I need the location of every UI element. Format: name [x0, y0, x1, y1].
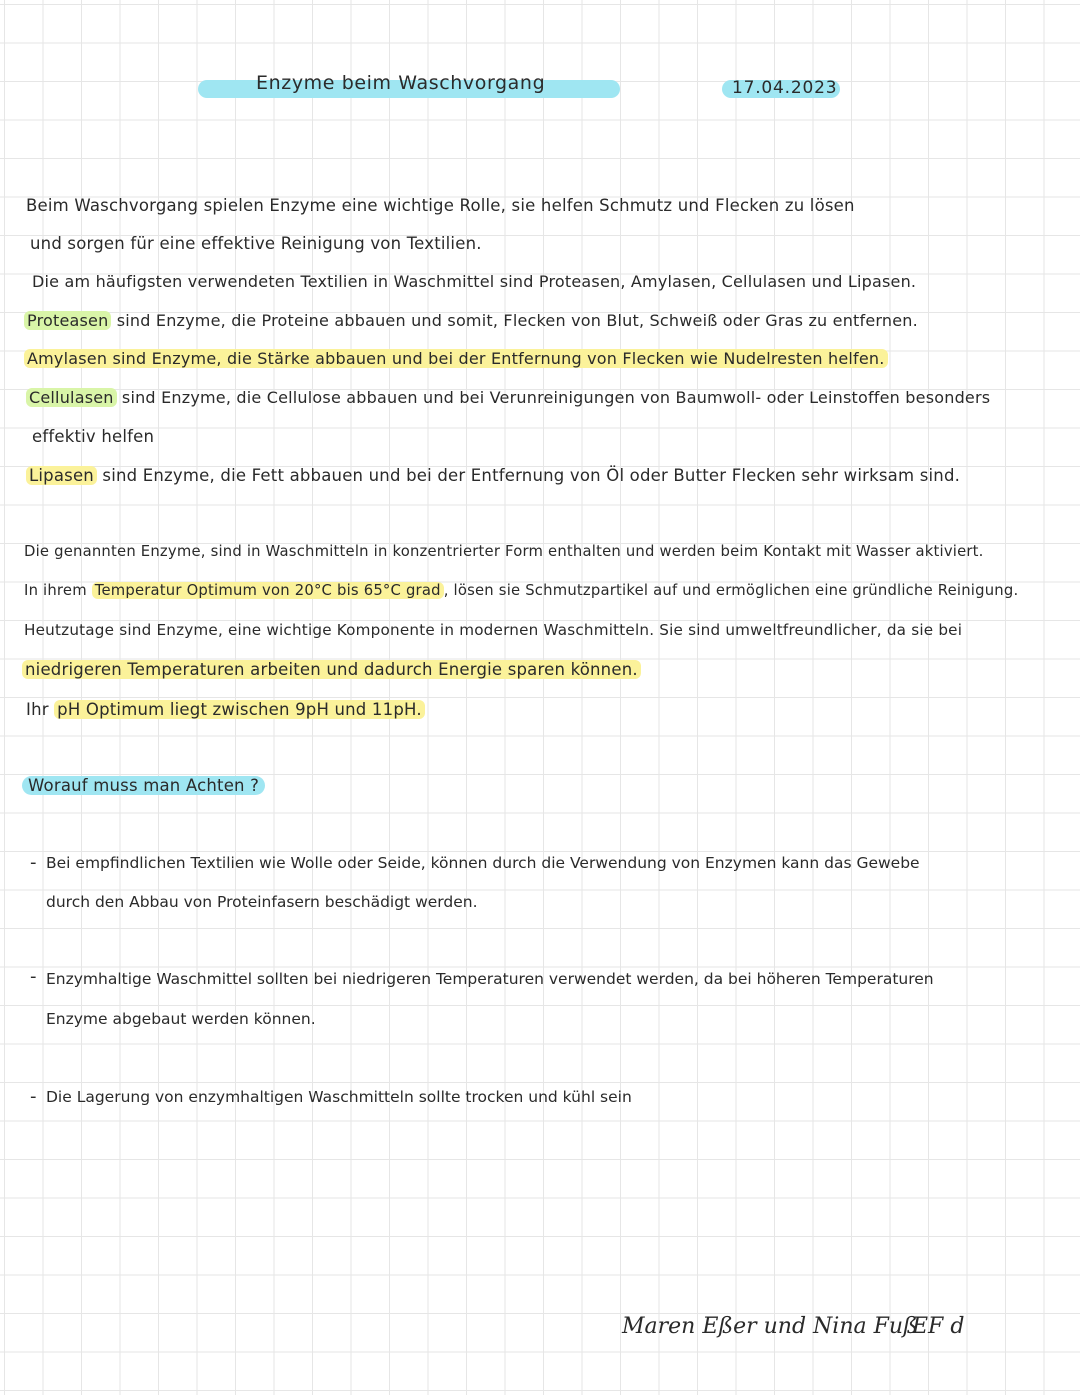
attention-item-2-line-2: Enzyme abgebaut werden können. — [46, 1010, 316, 1028]
details-line-1: Die genannten Enzyme, sind in Waschmitteln in konzentrierter Form enthalten und werden beim Kontakt mit Wasser aktiviert. — [24, 543, 984, 560]
enzyme-cellulasen — [26, 388, 990, 407]
temperature-highlight: Temperatur Optimum von 20°C bis 65°C grad — [92, 582, 444, 599]
details-line-2 — [24, 582, 1018, 599]
enzyme-lipasen — [26, 466, 960, 485]
signature-authors: Maren Eßer und Nina Fuß — [622, 1314, 918, 1339]
cellulasen-highlight: Cellulasen — [26, 388, 117, 407]
proteasen-text: sind Enzyme, die Proteine abbauen und somit, Flecken von Blut, Schweiß oder Gras zu entfernen. — [111, 311, 918, 330]
amylasen-highlight: Amylasen sind Enzyme, die Stärke abbauen und bei der Entfernung von Flecken wie Nudelresten helfen. — [24, 349, 888, 368]
page-date: 17.04.2023 — [732, 78, 838, 98]
bullet-dash: - — [30, 852, 37, 873]
details-line-5 — [26, 700, 425, 719]
attention-item-1-line-2: durch den Abbau von Proteinfasern beschädigt werden. — [46, 893, 478, 911]
signature-class: EF d — [912, 1314, 965, 1339]
enzyme-amylasen — [24, 349, 888, 368]
cellulasen-text: sind Enzyme, die Cellulose abbauen und bei Verunreinigungen von Baumwoll- oder Leinstoffen besonders — [116, 388, 991, 407]
ph-highlight: pH Optimum liegt zwischen 9pH und 11pH. — [54, 700, 425, 719]
details-line-3: Heutzutage sind Enzyme, eine wichtige Komponente in modernen Waschmitteln. Sie sind umweltfreundlicher, da sie bei — [24, 621, 963, 639]
details-line-5-pre: Ihr — [26, 700, 55, 719]
intro-line-3: Die am häufigsten verwendeten Textilien in Waschmittel sind Proteasen, Amylasen, Cellulasen und Lipasen. — [32, 272, 917, 291]
proteasen-highlight: Proteasen — [24, 311, 111, 330]
energy-highlight: niedrigeren Temperaturen arbeiten und dadurch Energie sparen können. — [22, 660, 641, 679]
enzyme-proteasen — [24, 311, 918, 330]
bullet-dash: - — [30, 966, 37, 987]
lipasen-text: sind Enzyme, die Fett abbauen und bei der Entfernung von Öl oder Butter Flecken sehr wirksam sind. — [96, 466, 961, 485]
attention-item-2-line-1: Enzymhaltige Waschmittel sollten bei niedrigeren Temperaturen verwendet werden, da bei höheren Temperaturen — [46, 970, 934, 988]
bullet-dash: - — [30, 1086, 37, 1107]
attention-heading-highlight: Worauf muss man Achten ? — [22, 776, 265, 795]
intro-line-1: Beim Waschvorgang spielen Enzyme eine wichtige Rolle, sie helfen Schmutz und Flecken zu lösen — [26, 196, 855, 215]
attention-item-1-line-1: Bei empfindlichen Textilien wie Wolle oder Seide, können durch die Verwendung von Enzymen kann das Gewebe — [46, 854, 920, 872]
details-line-4 — [22, 660, 641, 679]
details-line-2-post: , lösen sie Schmutzpartikel auf und ermöglichen eine gründliche Reinigung. — [443, 582, 1019, 599]
intro-line-2: und sorgen für eine effektive Reinigung von Textilien. — [30, 234, 482, 253]
attention-item-3-line-1: Die Lagerung von enzymhaltigen Waschmitteln sollte trocken und kühl sein — [46, 1088, 632, 1106]
details-line-2-pre: In ihrem — [24, 582, 92, 599]
lipasen-highlight: Lipasen — [26, 466, 97, 485]
enzyme-cellulasen-cont: effektiv helfen — [32, 427, 155, 446]
attention-heading — [22, 776, 265, 795]
page-title: Enzyme beim Waschvorgang — [256, 72, 546, 94]
